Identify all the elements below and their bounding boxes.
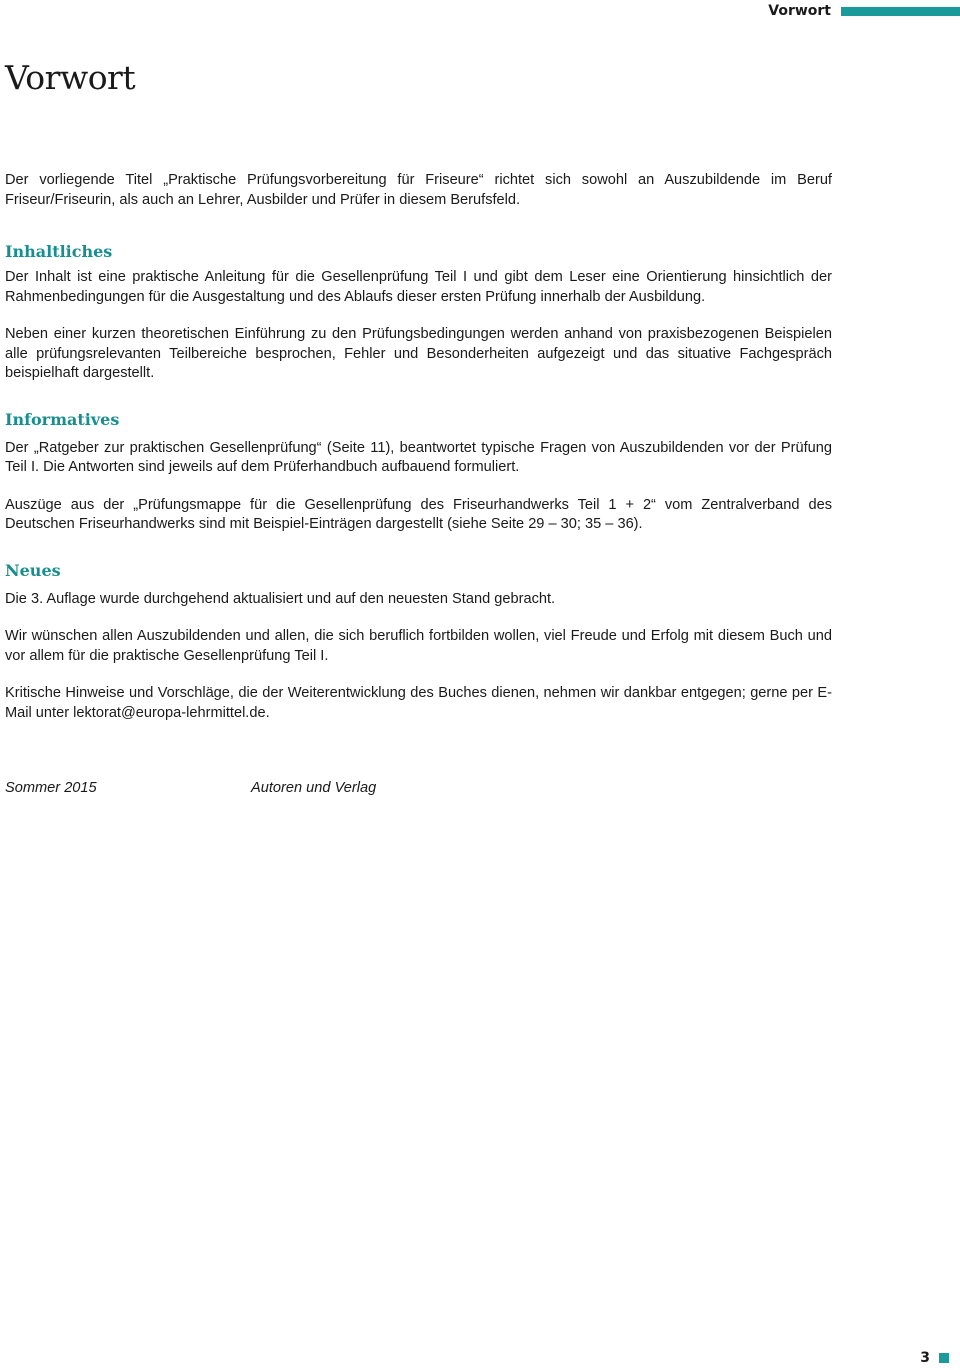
page-number: 3 <box>920 1350 930 1366</box>
neues-paragraph-2: Wir wünschen allen Auszubildenden und allen, die sich beruflich fortbilden wollen, viel Freude und Erfolg mit diesem Buch und vor allem für die praktische Gesellenprüfung Teil I. <box>5 628 832 664</box>
foreword-body <box>5 171 832 723</box>
informatives-paragraph-1: Der „Ratgeber zur praktischen Gesellenprüfung“ (Seite 11), beantwortet typische Fragen von Auszubildenden vor der Prüfung Teil I. Die Antworten sind jeweils auf dem Prüferhandbuch aufbauend formuliert. <box>5 439 832 475</box>
page-folio <box>920 1350 949 1366</box>
informatives-paragraph-2: Auszüge aus der „Prüfungsmappe für die Gesellenprüfung des Friseurhandwerks Teil 1 + 2“ vom Zentralverband des Deutschen Friseurhandwerks sind mit Beispiel-Einträgen dargestellt (siehe Seite 29 – 30; 35 – 36). <box>5 496 832 532</box>
section-heading-informatives: Informatives <box>5 409 120 429</box>
section-heading-neues: Neues <box>5 560 61 580</box>
running-head-accent-bar <box>841 7 960 16</box>
page-title: Vorwort <box>5 58 136 97</box>
signature-authors: Autoren und Verlag <box>251 780 377 796</box>
inhaltliches-paragraph-2: Neben einer kurzen theoretischen Einführung zu den Prüfungsbedingungen werden anhand von praxisbezogenen Beispielen alle prüfungsrelevanten Teilbereiche besprochen, Fehler und Besonderheiten aufgezeigt und das situative Fachgespräch beispielhaft dargestellt. <box>5 326 832 381</box>
section-heading-inhaltliches: Inhaltliches <box>5 242 113 261</box>
folio-accent-square <box>939 1353 949 1363</box>
signature-date: Sommer 2015 <box>5 780 97 796</box>
inhaltliches-paragraph-1: Der Inhalt ist eine praktische Anleitung für die Gesellenprüfung Teil I und gibt dem Leser eine Orientierung hinsichtlich der Rahmenbedingungen für die Ausgestaltung und des Ablaufs dieser ersten Prüfung innerhalb der Ausbildung. <box>5 269 832 305</box>
running-head <box>768 2 960 20</box>
neues-paragraph-1: Die 3. Auflage wurde durchgehend aktualisiert und auf den neuesten Stand gebracht. <box>5 590 556 607</box>
neues-paragraph-3: Kritische Hinweise und Vorschläge, die der Weiterentwicklung des Buches dienen, nehmen wir dankbar entgegen; gerne per E-Mail unter lektorat@europa-lehrmittel.de. <box>5 685 832 721</box>
running-head-label: Vorwort <box>768 3 831 19</box>
intro-paragraph: Der vorliegende Titel „Praktische Prüfungsvorbereitung für Friseure“ richtet sich sowohl an Auszubildende im Beruf Friseur/Friseurin, als auch an Lehrer, Ausbilder und Prüfer in diesem Berufsfeld. <box>5 172 832 208</box>
